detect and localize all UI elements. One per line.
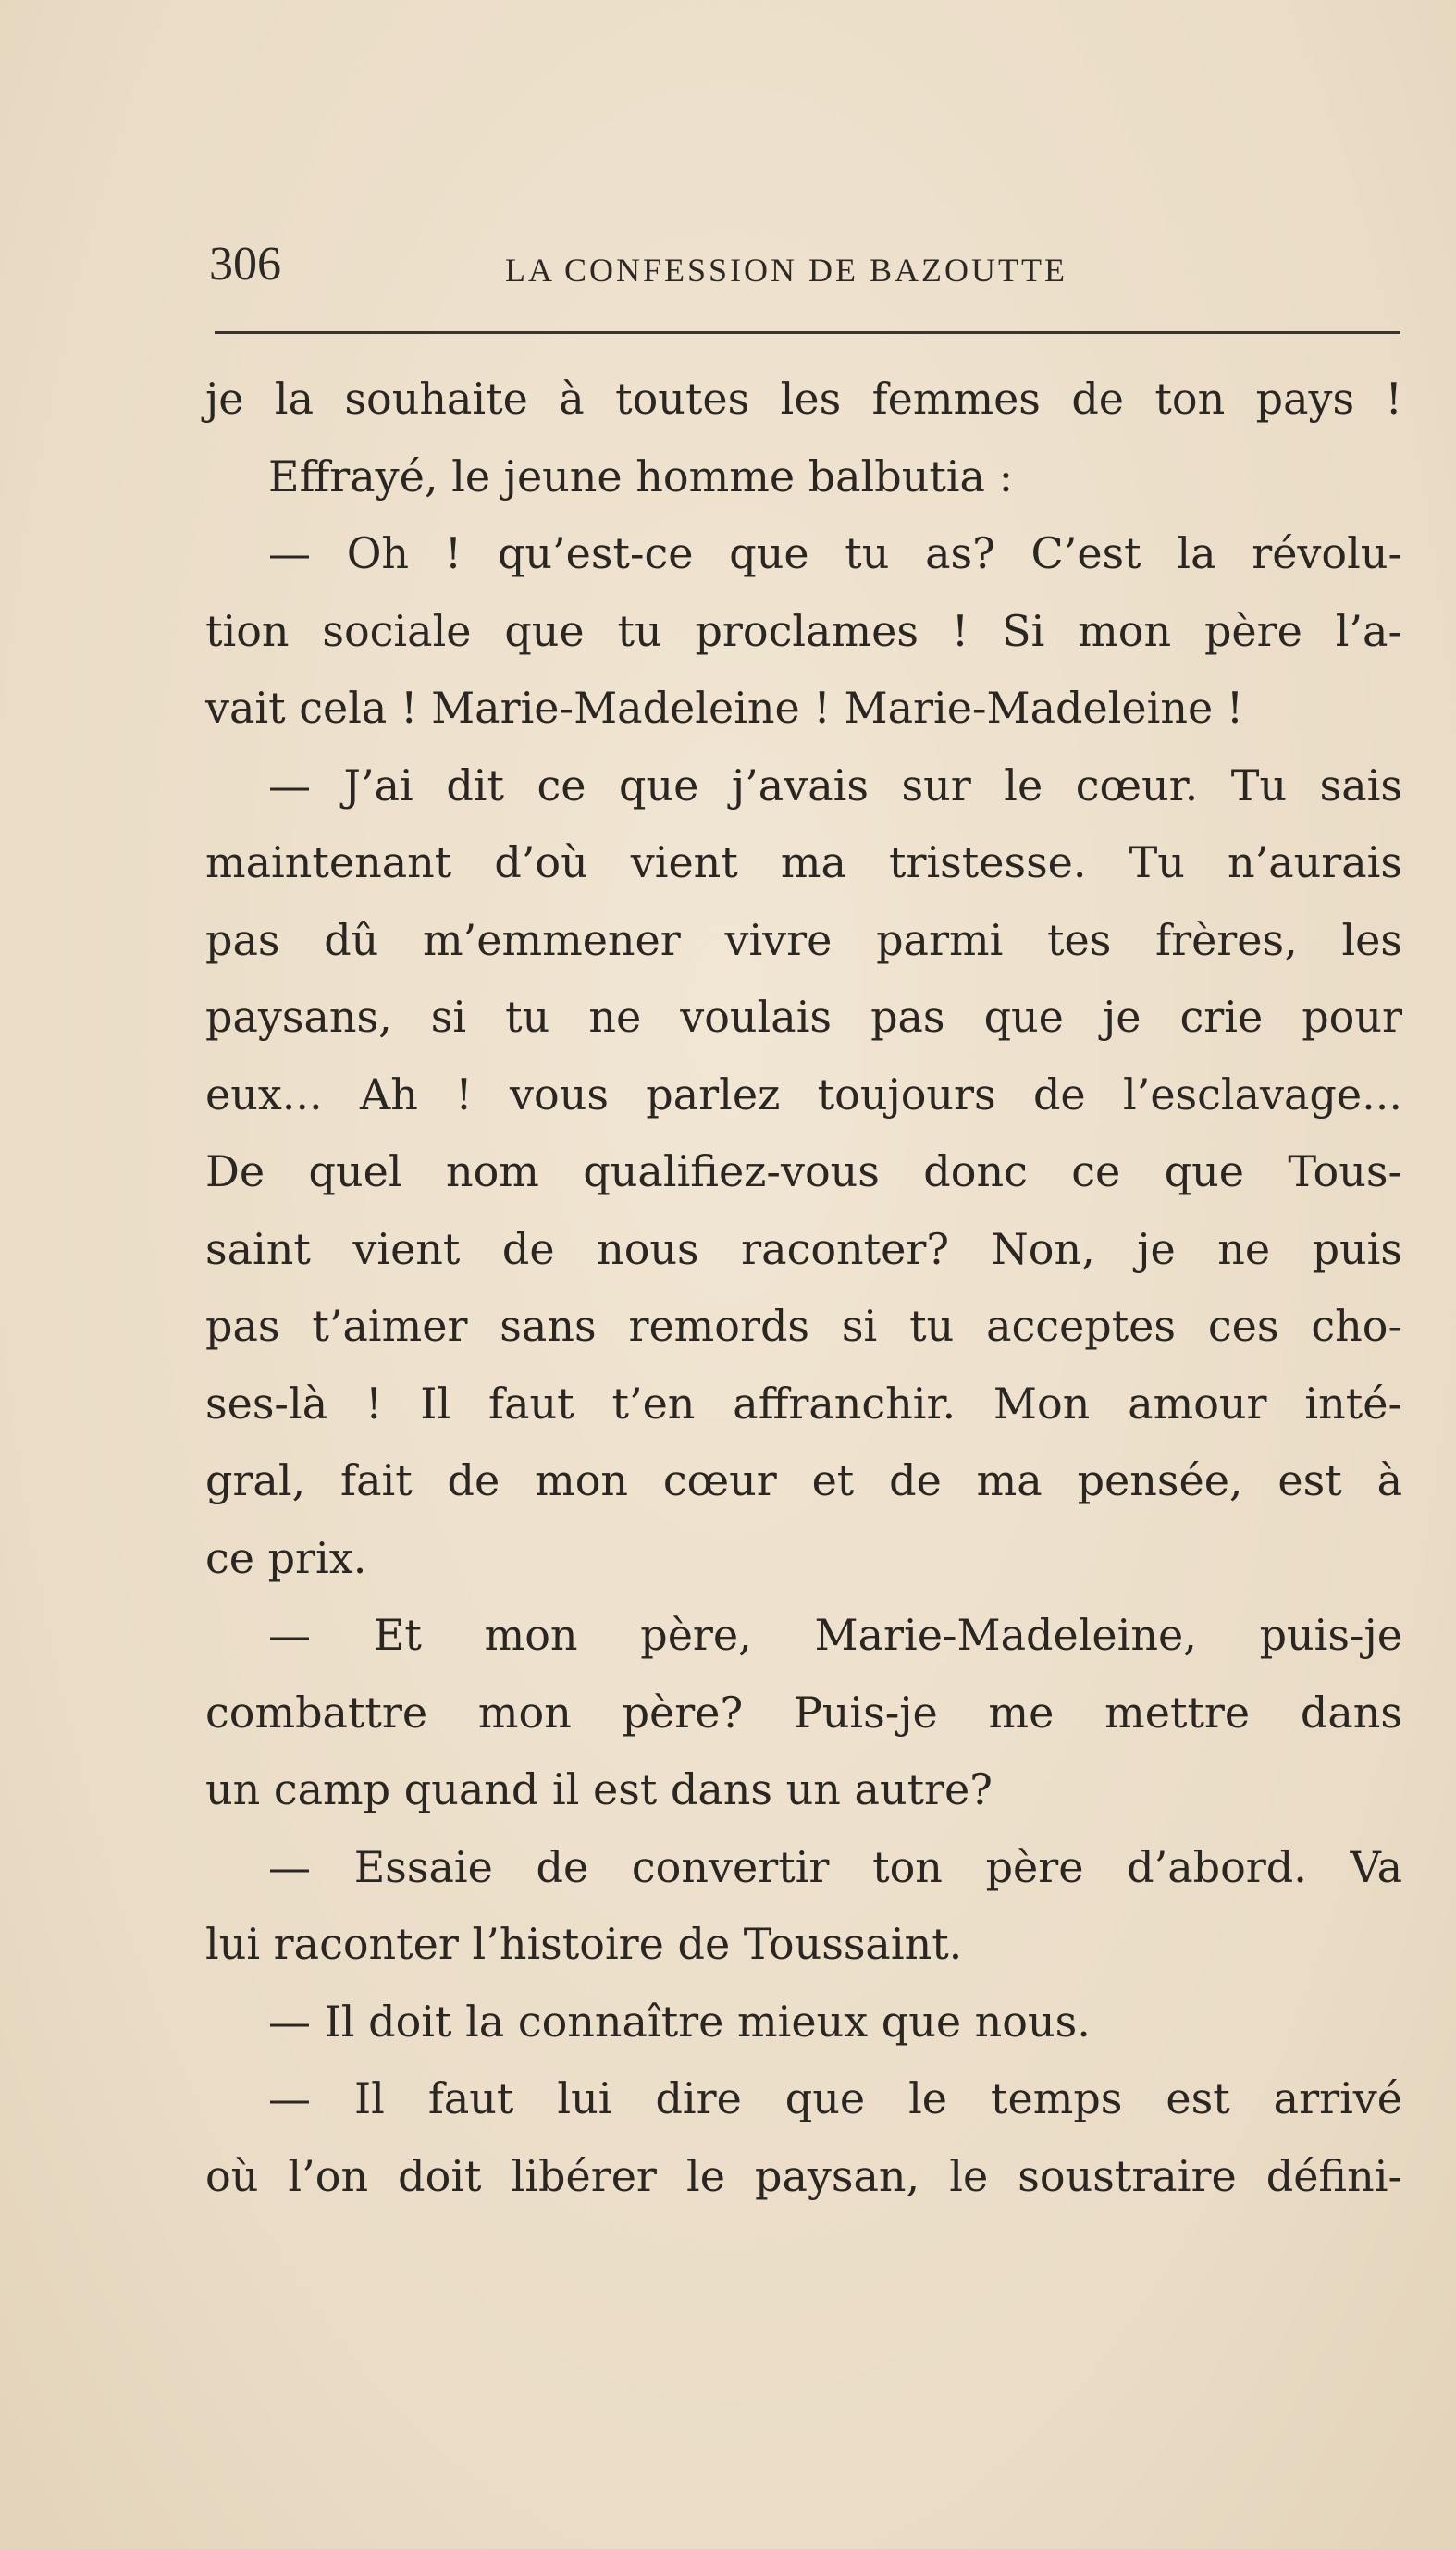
text-line: De quel nom qualifiez-vous donc ce que Tous-: [205, 1146, 1402, 1196]
text-line: saint vient de nous raconter? Non, je ne puis: [205, 1223, 1402, 1274]
text-line: vait cela ! Marie-Madeleine ! Marie-Madeleine !: [205, 683, 1244, 733]
text-line: paysans, si tu ne voulais pas que je crie pour: [205, 992, 1402, 1042]
page-number: 306: [209, 238, 281, 291]
text-line: je la souhaite à toutes les femmes de ton pays !: [205, 374, 1402, 424]
running-title: LA CONFESSION DE BAZOUTTE: [505, 252, 1068, 289]
text-line: lui raconter l’histoire de Toussaint.: [205, 1919, 963, 1969]
body-text: [205, 361, 1402, 2215]
text-line: pas t’aimer sans remords si tu acceptes ces cho-: [205, 1301, 1402, 1351]
text-line: gral, fait de mon cœur et de ma pensée, est à: [205, 1455, 1402, 1505]
text-line: — Et mon père, Marie-Madeleine, puis-je: [268, 1610, 1402, 1660]
text-line: pas dû m’emmener vivre parmi tes frères, les: [205, 914, 1402, 965]
header-rule: [215, 331, 1400, 334]
text-line: où l’on doit libérer le paysan, le soustraire défini-: [205, 2150, 1402, 2201]
text-line: ses-là ! Il faut t’en affranchir. Mon amour inté-: [205, 1378, 1402, 1429]
text-line: — J’ai dit ce que j’avais sur le cœur. Tu sais: [268, 760, 1402, 810]
text-line: eux... Ah ! vous parlez toujours de l’esclavage...: [205, 1069, 1402, 1120]
running-head: [209, 228, 1402, 302]
text-line: maintenant d’où vient ma tristesse. Tu n’aurais: [205, 837, 1402, 887]
text-line: un camp quand il est dans un autre?: [205, 1764, 993, 1814]
text-line: — Oh ! qu’est-ce que tu as? C’est la révolu-: [268, 528, 1402, 578]
text-line: ce prix.: [205, 1532, 367, 1583]
text-line: combattre mon père? Puis-je me mettre dans: [205, 1687, 1402, 1738]
text-line: — Il doit la connaître mieux que nous.: [268, 1996, 1091, 2047]
text-line: — Essaie de convertir ton père d’abord. Va: [268, 1841, 1402, 1892]
text-line: tion sociale que tu proclames ! Si mon père l’a-: [205, 605, 1402, 656]
text-line: Effrayé, le jeune homme balbutia :: [268, 451, 1014, 501]
text-line: — Il faut lui dire que le temps est arrivé: [268, 2073, 1402, 2123]
